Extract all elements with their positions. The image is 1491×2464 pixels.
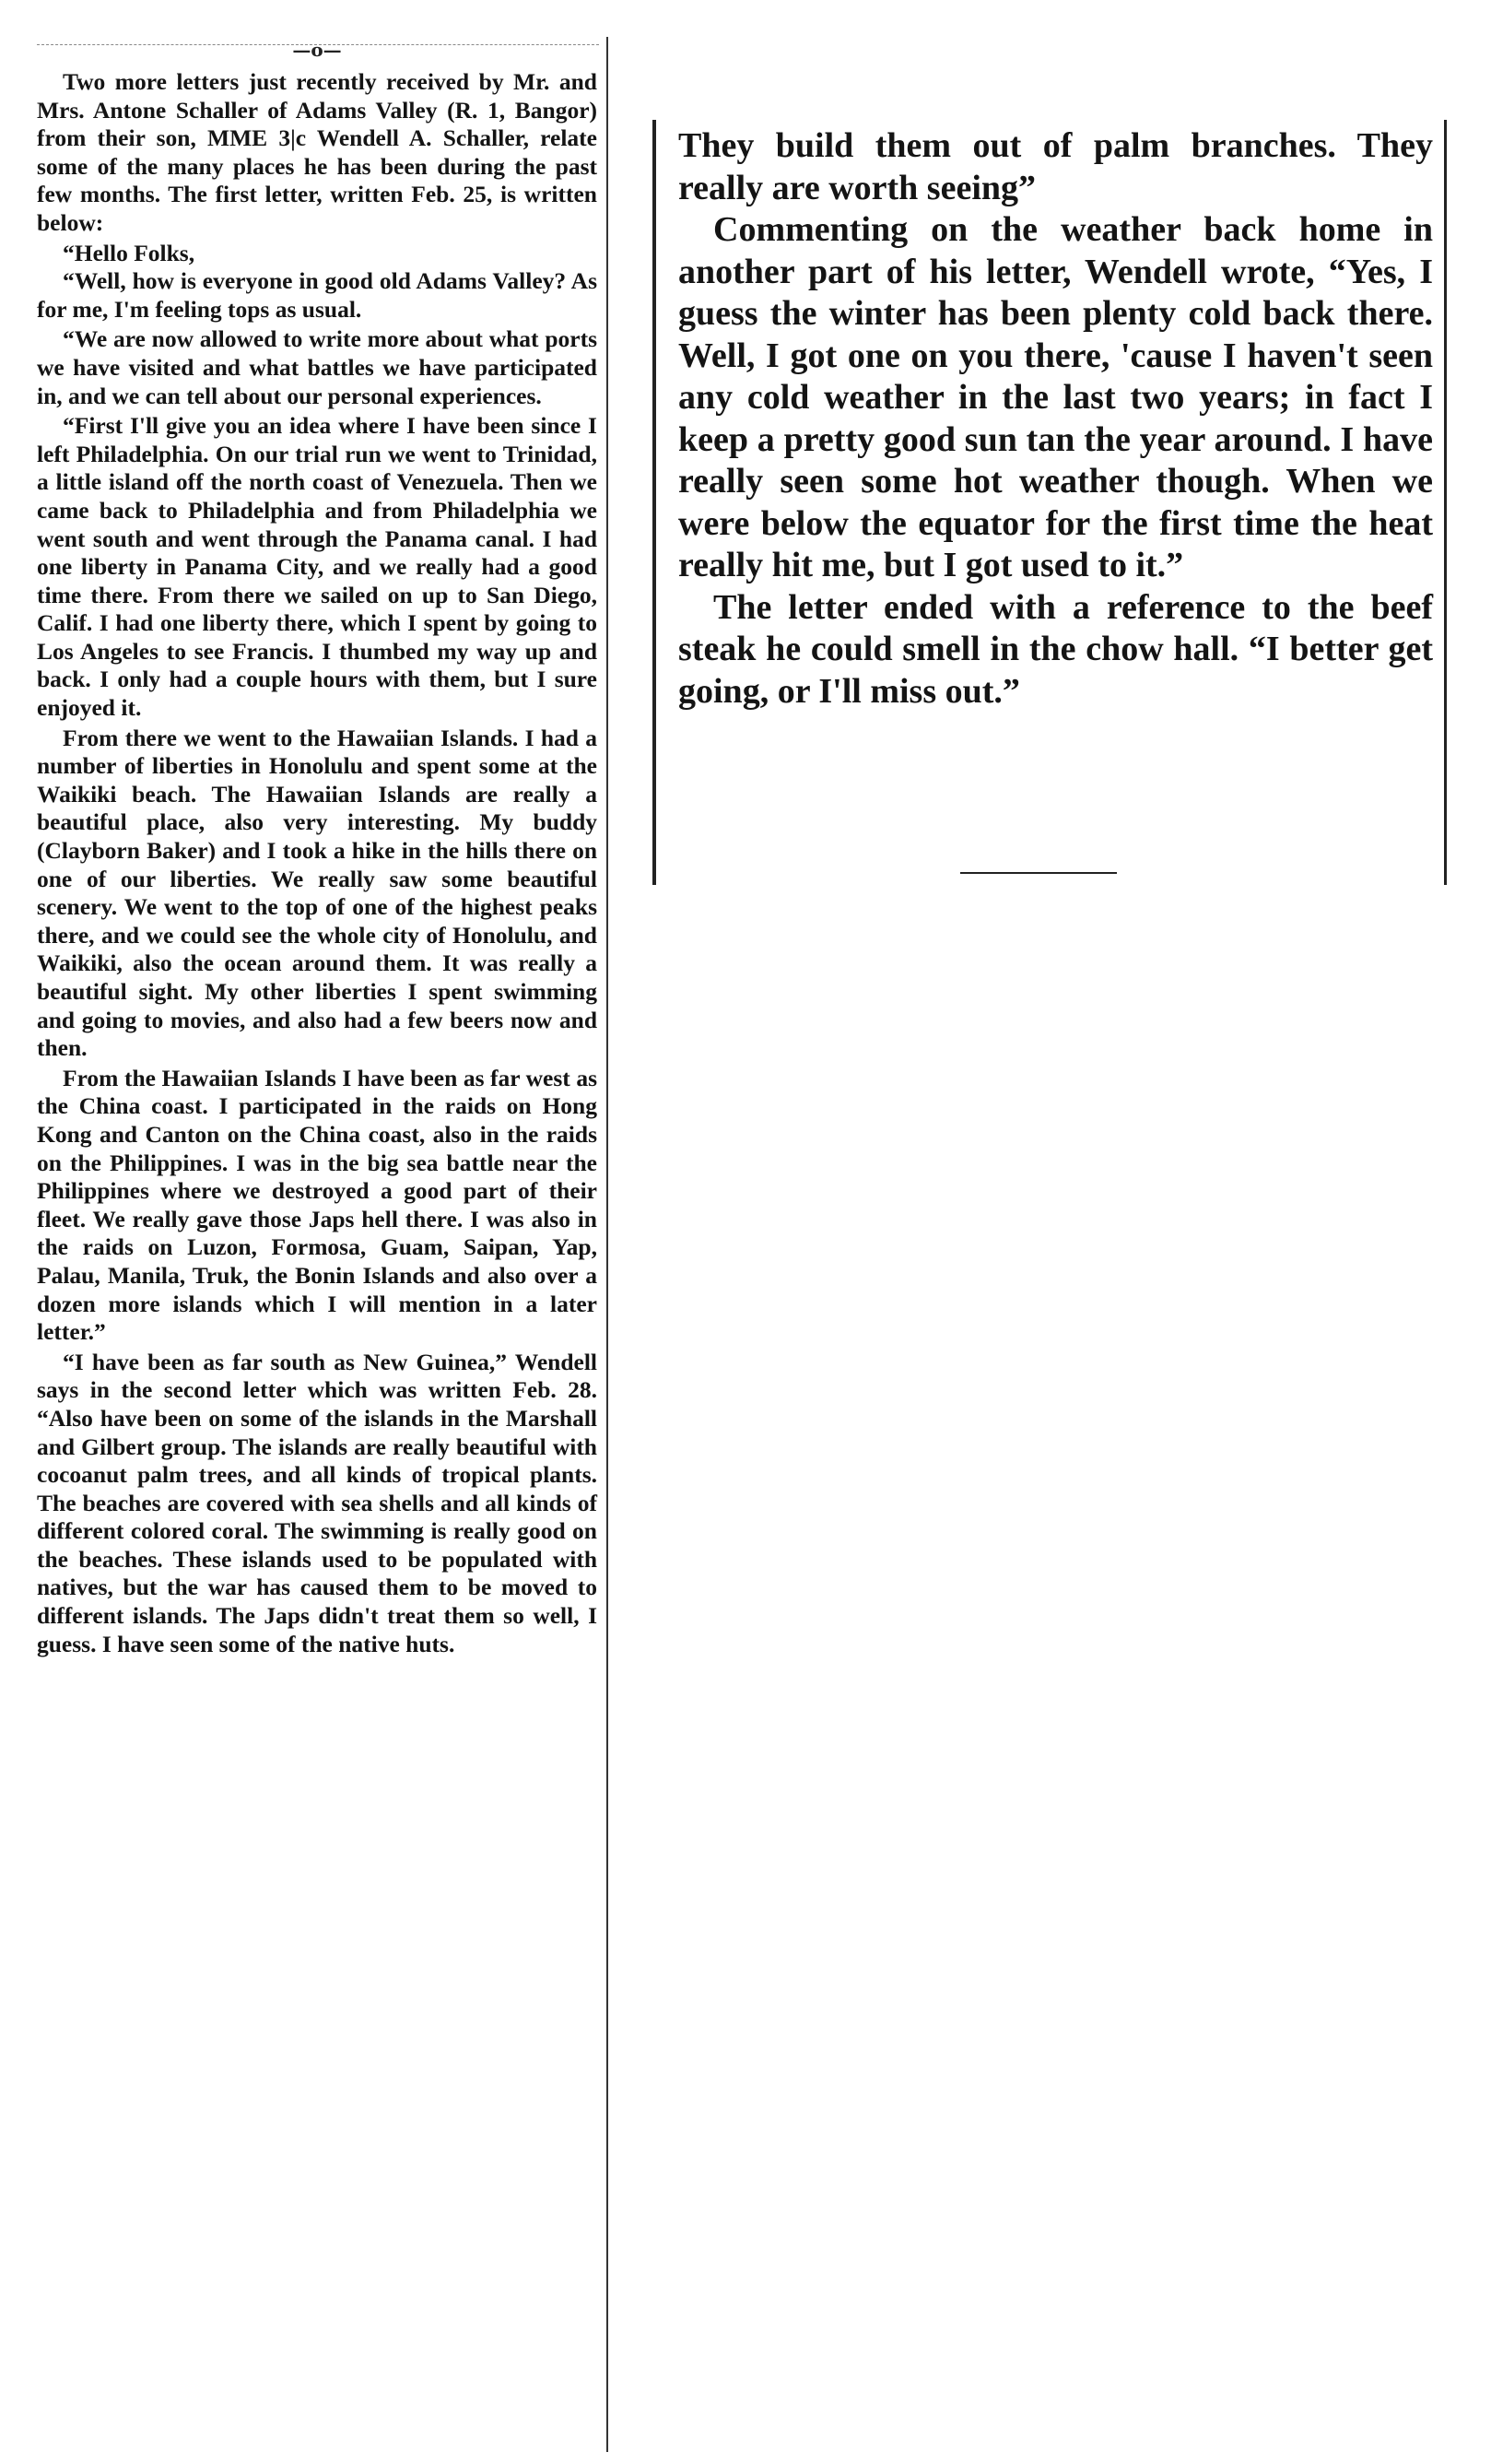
right-column (652, 120, 1447, 885)
letter-paragraph: “We are now allowed to write more about what ports we have visited and what battles we have participated in, and we can tell about our personal experiences. (37, 325, 597, 409)
letter-paragraph: From there we went to the Hawaiian Islands. I had a number of liberties in Honolulu and spent some at the Waikiki beach. The Hawaiian Islands are really a beautiful place, also very interesting. My buddy (Clayborn Baker) and I took a hike in the hills there on one of our liberties. We really saw some beautiful scenery. We went to the top of one of the highest peaks there, and we could see the whole city of Honolulu, and Waikiki, also the ocean around them. It was really a beautiful sight. My other liberties I spent swimming and going to movies, and also had a few beers now and then. (37, 724, 597, 1062)
letter-paragraph: From the Hawaiian Islands I have been as far west as the China coast. I participated in the raids on Hong Kong and Canton on the China coast, also in the raids on the Philippines. I was in the big sea battle near the Philippines where we destroyed a good part of their fleet. We really gave those Japs hell there. I was also in the raids on Luzon, Formosa, Guam, Saipan, Yap, Palau, Manila, Truk, the Bonin Islands and also over a dozen more islands which I will mention in a later letter.” (37, 1064, 597, 1346)
letter-paragraph: “Well, how is everyone in good old Adams Valley? As for me, I'm feeling tops as usual. (37, 267, 597, 323)
closing-paragraph: The letter ended with a reference to the beef steak he could smell in the chow hall. “I better get going, or I'll miss out.” (678, 587, 1433, 711)
second-letter-paragraph: “I have been as far south as New Guinea,” Wendell says in the second letter which was written Feb. 28. “Also have been on some of the islands in the Marshall and Gilbert group. The islands are really beautiful with cocoanut palm trees, and all kinds of tropical plants. The beaches are covered with sea shells and all kinds of different colored coral. The swimming is really good on the beaches. These islands used to be populated with natives, but the war has caused them to be moved to different islands. The Japs didn't treat them so well, I guess. I have seen some of the native huts. (37, 1348, 597, 1657)
salutation: “Hello Folks, (63, 239, 195, 266)
left-column-text (37, 68, 597, 1658)
end-of-article-rule (960, 872, 1117, 874)
weather-paragraph: Commenting on the weather back home in another part of his letter, Wendell wrote, “Yes, I guess the winter has been plenty cold back there. Well, I got one on you there, 'cause I haven't seen any cold weather in the last two years; in fact I keep a pretty good sun tan the year around. I have really seen some hot weather though. When we were below the equator for the first time the heat really hit me, but I got used to it.” (678, 210, 1433, 584)
letter-paragraph: “First I'll give you an idea where I have been since I left Philadelphia. On our trial run we went to Trinidad, a little island off the north coast of Venezuela. Then we came back to Philadelphia and from Philadelphia we went south and went through the Panama canal. I had one liberty in Panama City, and we really had a good time there. From there we sailed on up to San Diego, Calif. I had one liberty there, which I spent by going to Los Angeles to see Francis. I thumbed my way up and back. I only had a couple hours with them, but I sure enjoyed it. (37, 412, 597, 722)
section-ornament: —o— (292, 39, 342, 61)
right-column-text (678, 125, 1433, 713)
left-column (37, 37, 608, 2452)
continued-paragraph: They build them out of palm branches. They really are worth seeing” (678, 126, 1433, 207)
intro-paragraph: Two more letters just recently received by Mr. and Mrs. Antone Schaller of Adams Valley (R. 1, Bangor) from their son, MME 3|c Wendell A. Schaller, relate some of the many places he has been during the past few months. The first letter, written Feb. 25, is written below: (37, 68, 597, 236)
